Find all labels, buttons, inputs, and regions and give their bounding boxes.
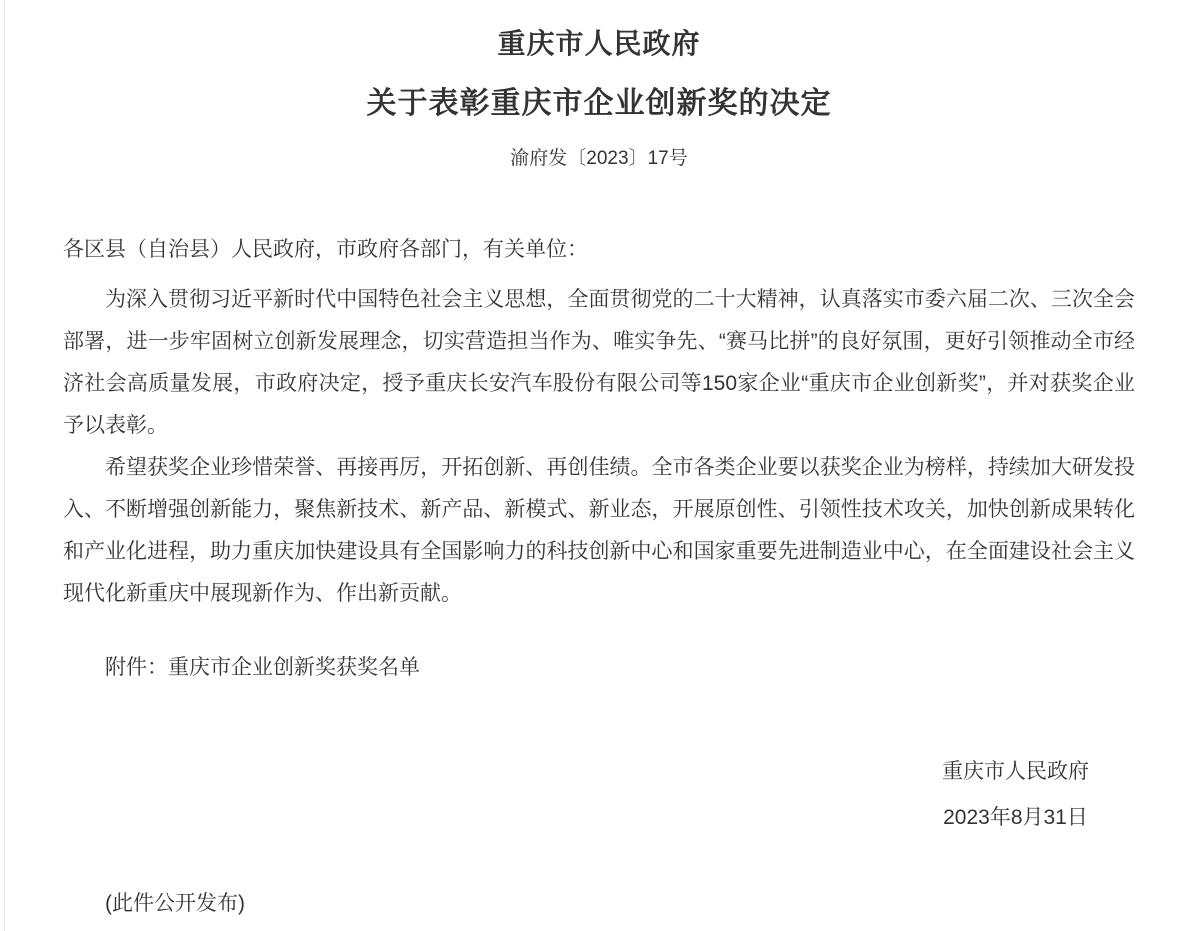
- attachment-line: 附件：重庆市企业创新奖获奖名单: [105, 656, 420, 679]
- issuing-org-title: 重庆市人民政府: [497, 28, 701, 59]
- signature-block: [63, 749, 1135, 841]
- signature-date: 2023年8月31日: [943, 806, 1088, 829]
- page-left-border: [4, 0, 5, 931]
- document-body: [63, 229, 1135, 689]
- body-paragraph-2: 希望获奖企业珍惜荣誉、再接再厉，开拓创新、再创佳绩。全市各类企业要以获奖企业为榜样，持续加大研发投入、不断增强创新能力，聚焦新技术、新产品、新模式、新业态，开展原创性、引领性技术攻关，加快创新成果转化和产业化进程，助力重庆加快建设具有全国影响力的科技创新中心和国家重要先进制造业中心，在全面建设社会主义现代化新重庆中展现新作为、作出新贡献。: [63, 456, 1135, 605]
- signature-org: 重庆市人民政府: [942, 760, 1089, 783]
- document-title: 关于表彰重庆市企业创新奖的决定: [366, 87, 832, 120]
- salutation-line: 各区县（自治县）人民政府，市政府各部门，有关单位：: [63, 238, 588, 261]
- public-release-note: (此件公开发布): [105, 892, 245, 915]
- signature-inner: [942, 749, 1089, 841]
- document-header: [63, 26, 1135, 174]
- document-number: 渝府发〔2023〕17号: [510, 148, 688, 169]
- body-paragraph-1: 为深入贯彻习近平新时代中国特色社会主义思想，全面贯彻党的二十大精神，认真落实市委六届二次、三次全会部署，进一步牢固树立创新发展理念，切实营造担当作为、唯实争先、“赛马比拼”的良好氛围，更好引领推动全市经济社会高质量发展，市政府决定，授予重庆长安汽车股份有限公司等150家企业“重庆市企业创新奖”，并对获奖企业予以表彰。: [63, 288, 1135, 437]
